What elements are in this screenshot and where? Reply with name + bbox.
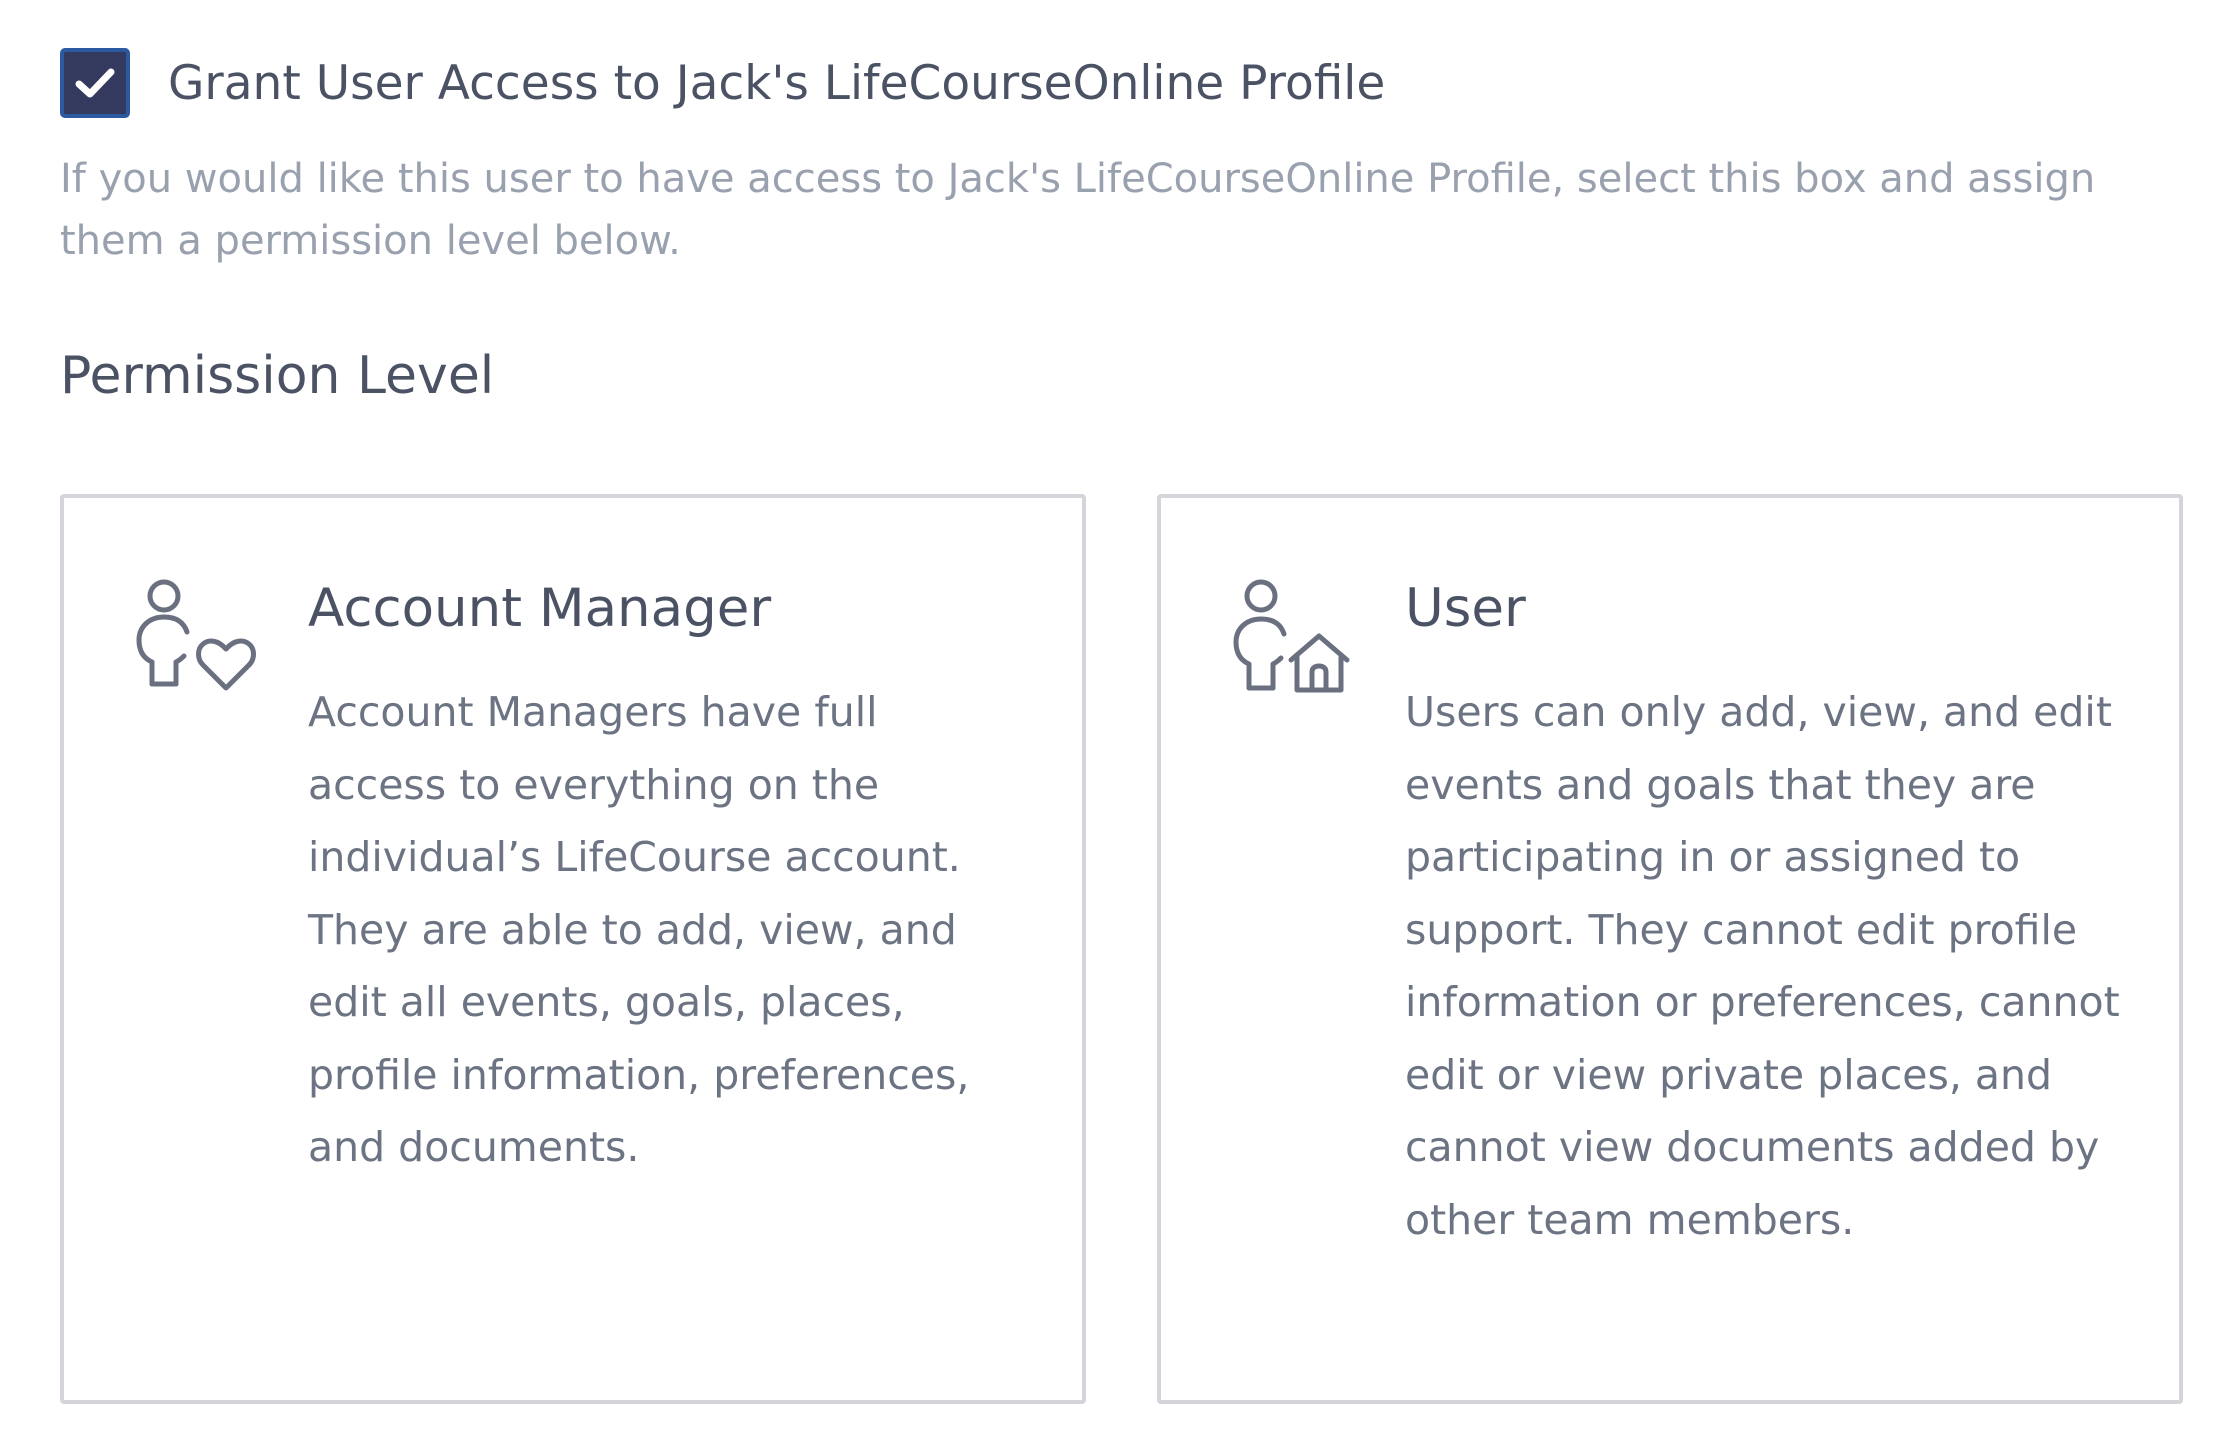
permission-option-user[interactable]	[1157, 494, 2183, 1404]
person-heart-icon	[136, 576, 260, 700]
person-home-icon	[1233, 576, 1357, 700]
checkmark-icon	[75, 67, 115, 99]
permission-option-account-manager[interactable]	[60, 494, 1086, 1404]
user-title: User	[1405, 578, 1526, 639]
grant-access-row[interactable]	[60, 48, 1385, 118]
account-manager-description: Account Managers have full access to everything on the individual’s LifeCourse account. They are able to add, view, and edit all events, goals, places, profile information, preferences, and documents.	[308, 688, 970, 1171]
grant-access-label[interactable]: Grant User Access to Jack's LifeCourseOnline Profile	[168, 55, 1386, 111]
grant-access-help-text: If you would like this user to have access to Jack's LifeCourseOnline Profile, select this box and assign them a permission level below.	[60, 156, 2096, 264]
permission-level-heading: Permission Level	[60, 346, 495, 406]
grant-access-checkbox[interactable]	[60, 48, 130, 118]
account-manager-title: Account Manager	[308, 578, 772, 639]
user-description: Users can only add, view, and edit events and goals that they are participating in or assigned to support. They cannot edit profile information or preferences, cannot edit or view private places, and cannot view documents added by other team members.	[1405, 688, 2120, 1244]
